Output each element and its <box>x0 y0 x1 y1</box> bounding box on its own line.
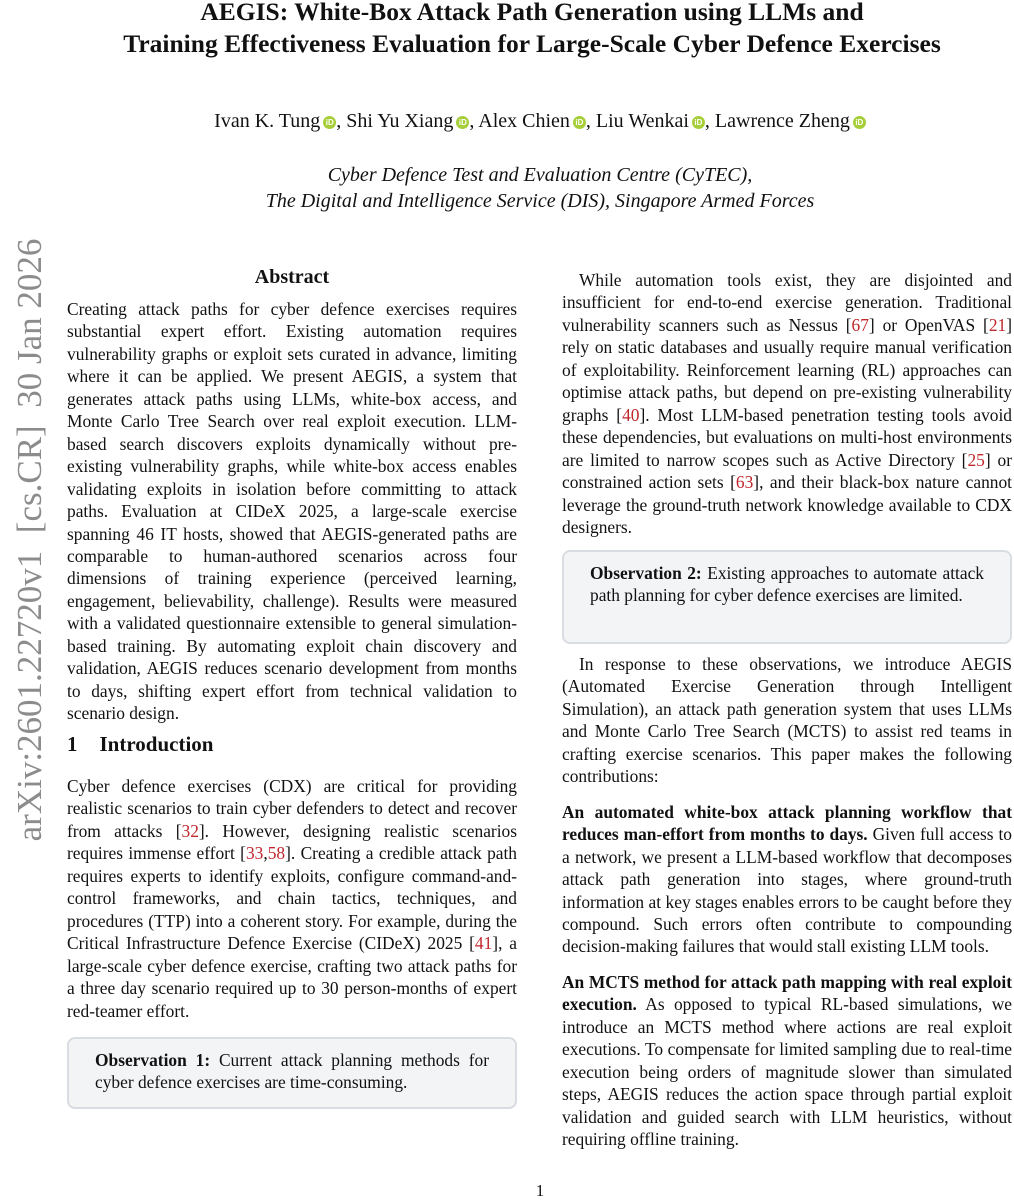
text-segment: ]. Creating a credible attack path requires experts to identify exploits, configure command-and-control frameworks, and chain tactics, techniques, and procedures (TTP) into a coherent story. For example, during the Critical Infrastructure Defence Exercise (CIDeX) 2025 [ <box>67 843 518 954</box>
observation-label: Observation 2: <box>590 563 702 583</box>
citation-link[interactable]: 41 <box>474 933 493 954</box>
contribution-text: Given full access to a network, we present a LLM-based workflow that decomposes attack path generation into stages, where ground-truth information at key stages enables errors to be caught before they compound. Such errors often contribute to compounding decision-making failures that would stall existing LLM tools. <box>562 824 1012 957</box>
affiliation <box>0 162 1014 214</box>
text-segment: ]. Most LLM-based penetration testing tools avoid these dependencies, but evaluations on multi-host environments are limited to narrow scopes such as Active Directory [ <box>562 404 1012 470</box>
contribution-lead: An MCTS method for attack path mapping with real exploit execution. <box>562 971 1012 1015</box>
paragraph <box>562 653 1012 788</box>
page-number: 1 <box>535 1181 545 1200</box>
author: Lawrence Zheng <box>714 110 850 132</box>
citation-link[interactable]: 67 <box>851 314 869 335</box>
author: Liu Wenkai <box>595 110 689 132</box>
citation-link[interactable]: 21 <box>988 314 1007 335</box>
orcid-icon[interactable]: iD <box>456 116 469 129</box>
abstract-heading: Abstract <box>254 266 330 288</box>
observation-2-box <box>562 550 1012 644</box>
contribution-lead: An automated white-box attack planning workflow that reduces man-effort from months to days. <box>562 801 1012 845</box>
text-segment: ], and their black-box nature cannot leverage the ground-truth network knowledge available to CDX designers. <box>562 472 1012 537</box>
author-list: Ivan K. Tung iD , Shi Yu Xiang iD , Alex Chien iD , Liu Wenkai iD , Lawrence Zheng iD <box>0 110 1014 133</box>
paragraph <box>67 775 517 1022</box>
title-line-1: AEGIS: White-Box Attack Path Generation using LLMs and <box>200 0 864 26</box>
citation-link[interactable]: 25 <box>967 449 985 470</box>
author: Shi Yu Xiang <box>346 110 454 132</box>
text-segment: ]. However, designing realistic scenarios requires immense effort [ <box>67 820 518 864</box>
orcid-icon[interactable]: iD <box>573 116 586 129</box>
title-line-2: Training Effectiveness Evaluation for Large-Scale Cyber Defence Exercises <box>123 29 941 58</box>
citation-link[interactable]: 40 <box>622 404 640 425</box>
paper-title <box>0 0 1014 60</box>
observation-label: Observation 1: <box>95 1050 211 1070</box>
right-column <box>562 269 1012 538</box>
section-heading <box>67 732 213 757</box>
text-segment: While automation tools exist, they are disjointed and insufficient for end-to-end exercise generation. Traditional vulnerability scanners such as Nessus [ <box>562 270 1012 335</box>
text-segment: ] rely on static databases and usually require manual verification of exploitability. Reinforcement learning (RL) approaches can optimise attack paths, but depend on pre-existing vulnerability graphs [ <box>562 314 1012 425</box>
text-segment: ] or constrained action sets [ <box>562 449 1012 493</box>
citation-link[interactable]: 33 <box>245 843 264 864</box>
orcid-icon[interactable]: iD <box>692 116 705 129</box>
abstract-text <box>67 298 517 725</box>
right-column-2 <box>562 653 1012 1151</box>
author: Alex Chien <box>478 110 570 132</box>
text-segment: , <box>263 843 268 864</box>
section-number: 1 <box>67 732 78 756</box>
contribution-text: As opposed to typical RL-based simulations, we introduce an MCTS method where actions are real exploit executions. To compensate for limited sampling due to real-time execution being orders of magnitude slower than simulated steps, AEGIS reduces the action space through partial exploit validation and guided search with LLM heuristics, without requiring offline training. <box>562 994 1012 1150</box>
text-segment: Cyber defence exercises (CDX) are critical for providing realistic scenarios to train cyber defenders to detect and recover from attacks [ <box>67 776 517 841</box>
intro-text <box>67 775 517 1022</box>
text-segment: ], a large-scale cyber defence exercise, crafting two attack paths for a three day scenario required up to 30 person-months of expert red-teamer effort. <box>67 933 517 1021</box>
observation-1-box <box>67 1037 517 1109</box>
abstract-paragraph: Creating attack paths for cyber defence exercises requires substantial expert effort. Existing automation requires vulnerability graphs or exploit sets curated in advance, limiting where it can be applied. We present AEGIS, a system that generates attack paths using LLMs, white-box access, and Monte Carlo Tree Search over real exploit execution. LLM-based search discovers exploits dynamically without pre-existing vulnerability graphs, while white-box access enables validating exploits in isolation before committing to attack paths. Evaluation at CIDeX 2025, a large-scale exercise spanning 46 IT hosts, showed that AEGIS-generated paths are comparable to human-authored scenarios across four dimensions of training experience (perceived learning, engagement, believability, challenge). Results were measured with a validated questionnaire extensible to general simulation-based training. By automating exploit chain discovery and validation, AEGIS reduces scenario development from months to days, shifting expert effort from technical validation to scenario design. <box>67 299 517 724</box>
orcid-icon[interactable]: iD <box>323 116 336 129</box>
contribution-1 <box>562 801 1012 958</box>
contribution-2 <box>562 971 1012 1151</box>
paragraph <box>562 269 1012 538</box>
author: Ivan K. Tung <box>214 110 321 132</box>
affiliation-line: Cyber Defence Test and Evaluation Centre (CyTEC), <box>327 164 753 186</box>
observation-text: Current attack planning methods for cyber defence exercises are time-consuming. <box>95 1050 489 1093</box>
arxiv-stamp: arXiv:2601.22720v1 [cs.CR] 30 Jan 2026 <box>10 238 49 842</box>
section-title: Introduction <box>99 732 214 756</box>
citation-link[interactable]: 58 <box>267 843 286 864</box>
text-segment: ] or OpenVAS [ <box>868 314 989 335</box>
observation-text: Existing approaches to automate attack path planning for cyber defence exercises are limited. <box>590 563 984 606</box>
text-segment: In response to these observations, we introduce AEGIS (Automated Exercise Generation through Intelligent Simulation), an attack path generation system that uses LLMs and Monte Carlo Tree Search (MCTS) to assist red teams in crafting exercise scenarios. This paper makes the following contributions: <box>562 654 1012 787</box>
citation-link[interactable]: 32 <box>181 820 199 841</box>
citation-link[interactable]: 63 <box>735 472 754 493</box>
affiliation-line: The Digital and Intelligence Service (DIS), Singapore Armed Forces <box>265 190 815 212</box>
orcid-icon[interactable]: iD <box>853 116 866 129</box>
